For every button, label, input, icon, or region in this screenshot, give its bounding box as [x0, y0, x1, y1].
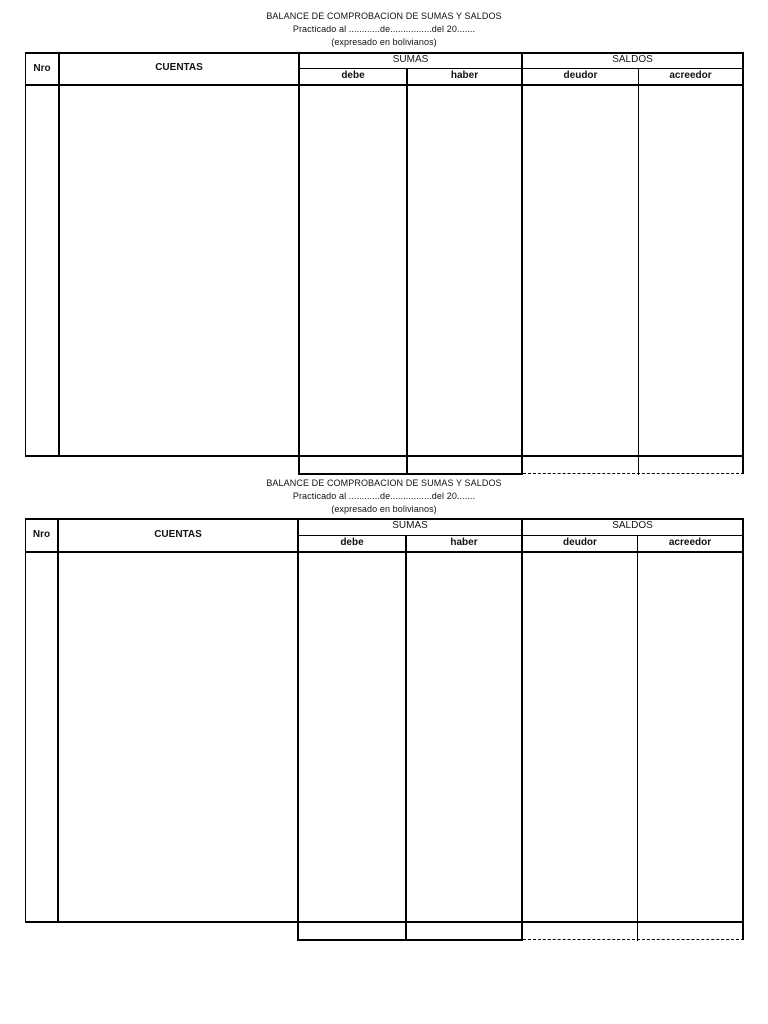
acreedor-header: acreedor — [669, 70, 712, 81]
deudor-divider — [637, 535, 638, 941]
cuentas-header: CUENTAS — [154, 529, 202, 540]
haber-header: haber — [450, 537, 478, 548]
debe-header: debe — [340, 537, 364, 548]
nro-divider — [57, 518, 59, 923]
form-header — [0, 477, 768, 516]
nro-header: Nro — [32, 529, 51, 540]
form-subtitle: Practicado al ............de................del 20....... — [292, 24, 476, 34]
form-note: (expresado en bolivianos) — [331, 504, 437, 514]
totals-dashed-line — [523, 939, 744, 940]
saldos-header: SALDOS — [612, 520, 653, 531]
debe-divider — [405, 535, 407, 941]
totals-bottom-line — [297, 939, 523, 941]
saldos-header: SALDOS — [612, 54, 653, 65]
left-border — [25, 518, 26, 923]
right-border — [742, 518, 744, 939]
sumas-header: SUMAS — [392, 54, 429, 65]
form-note: (expresado en bolivianos) — [331, 37, 437, 47]
form-subtitle: Practicado al ............de................del 20....... — [292, 491, 476, 501]
deudor-header: deudor — [563, 70, 598, 81]
haber-header: haber — [450, 70, 479, 81]
debe-header: debe — [341, 70, 365, 81]
nro-header: Nro — [33, 63, 51, 74]
cuentas-header: CUENTAS — [155, 62, 203, 73]
deudor-header: deudor — [563, 537, 597, 548]
acreedor-header: acreedor — [668, 537, 712, 548]
sumas-divider — [521, 518, 523, 941]
sumas-header: SUMAS — [392, 520, 428, 531]
form-title: BALANCE DE COMPROBACION DE SUMAS Y SALDOS — [266, 478, 502, 488]
cuentas-divider — [297, 518, 299, 941]
form-title: BALANCE DE COMPROBACION DE SUMAS Y SALDOS — [266, 11, 502, 21]
